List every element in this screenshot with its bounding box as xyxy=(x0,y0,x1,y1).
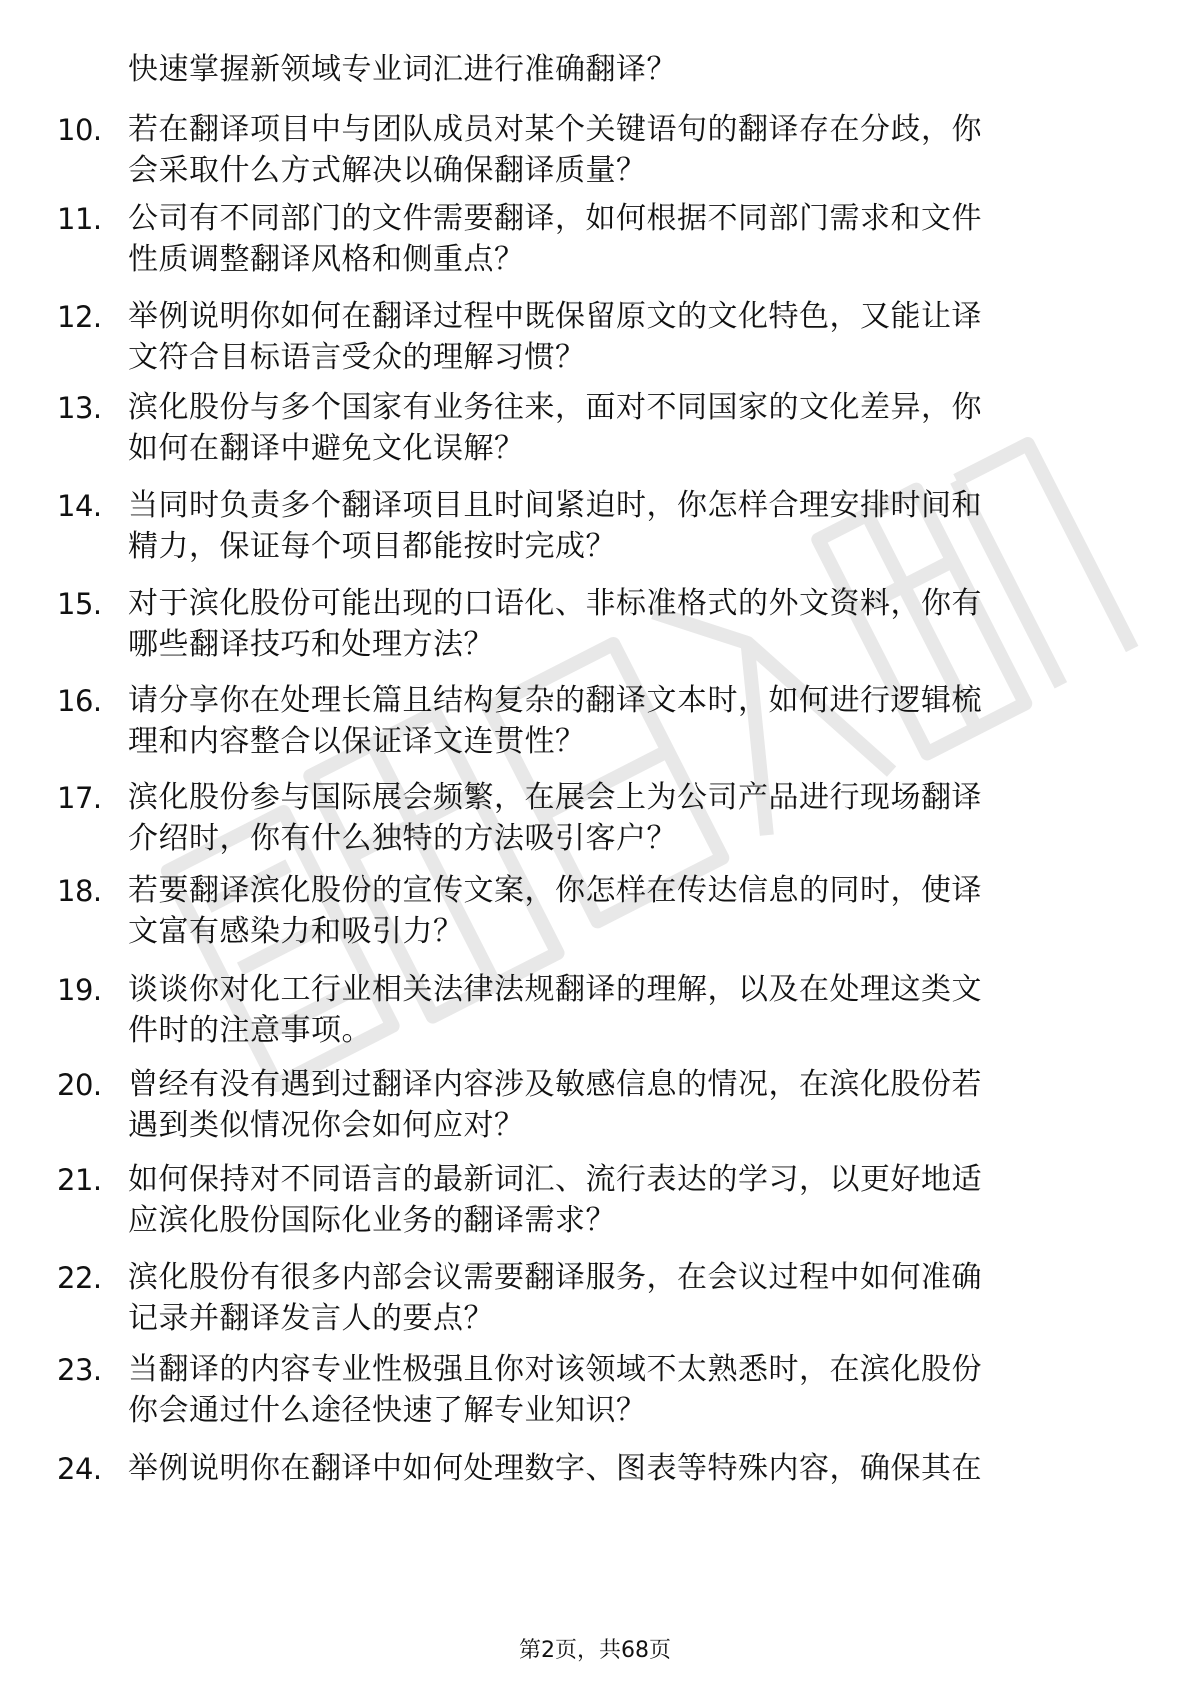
question-text-line-2: 精力，保证每个项目都能按时完成？ xyxy=(128,529,616,564)
question-text-line-1: 当翻译的内容专业性极强且你对该领域不太熟悉时，在滨化股份 xyxy=(128,1352,982,1387)
question-number: 18. xyxy=(57,874,102,908)
question-text-line-2: 应滨化股份国际化业务的翻译需求？ xyxy=(128,1203,616,1238)
question-text-line-2: 记录并翻译发言人的要点？ xyxy=(128,1301,494,1336)
question-text-line-2: 性质调整翻译风格和侧重点？ xyxy=(128,242,525,277)
question-text-line-1: 滨化股份有很多内部会议需要翻译服务，在会议过程中如何准确 xyxy=(128,1260,982,1295)
question-number: 15. xyxy=(57,587,102,621)
question-number: 11. xyxy=(57,202,102,236)
question-text-line-1: 公司有不同部门的文件需要翻译，如何根据不同部门需求和文件 xyxy=(128,201,982,236)
question-text-line-1: 若在翻译项目中与团队成员对某个关键语句的翻译存在分歧，你 xyxy=(128,112,982,147)
page-footer: 第2页，共68页 xyxy=(519,1638,671,1663)
question-number: 19. xyxy=(57,973,102,1007)
question-text-line-2: 哪些翻译技巧和处理方法？ xyxy=(128,627,494,662)
question-9-continuation: 快速掌握新领域专业词汇进行准确翻译？ xyxy=(128,52,677,87)
question-number: 22. xyxy=(57,1261,102,1295)
question-number: 23. xyxy=(57,1353,102,1387)
question-text-line-1: 谈谈你对化工行业相关法律法规翻译的理解，以及在处理这类文 xyxy=(128,972,982,1007)
question-text-line-1: 滨化股份与多个国家有业务往来，面对不同国家的文化差异，你 xyxy=(128,390,982,425)
question-text-line-2: 介绍时，你有什么独特的方法吸引客户？ xyxy=(128,821,677,856)
question-text-line-2: 文符合目标语言受众的理解习惯？ xyxy=(128,340,586,375)
question-text-line-1: 曾经有没有遇到过翻译内容涉及敏感信息的情况，在滨化股份若 xyxy=(128,1067,982,1102)
question-number: 12. xyxy=(57,300,102,334)
question-number: 10. xyxy=(57,113,102,147)
question-text-line-1: 如何保持对不同语言的最新词汇、流行表达的学习，以更好地适 xyxy=(128,1162,982,1197)
question-text-line-1: 若要翻译滨化股份的宣传文案，你怎样在传达信息的同时，使译 xyxy=(128,873,982,908)
question-text-line-2: 文富有感染力和吸引力？ xyxy=(128,914,464,949)
question-text-line-2: 你会通过什么途径快速了解专业知识？ xyxy=(128,1393,647,1428)
question-text-line-1: 滨化股份参与国际展会频繁，在展会上为公司产品进行现场翻译 xyxy=(128,780,982,815)
question-number: 17. xyxy=(57,781,102,815)
question-number: 14. xyxy=(57,489,102,523)
question-text-line-1: 举例说明你如何在翻译过程中既保留原文的文化特色，又能让译 xyxy=(128,299,982,334)
question-text-line-1: 请分享你在处理长篇且结构复杂的翻译文本时，如何进行逻辑梳 xyxy=(128,683,982,718)
question-text-line-2: 遇到类似情况你会如何应对？ xyxy=(128,1108,525,1143)
question-text-line-1: 对于滨化股份可能出现的口语化、非标准格式的外文资料，你有 xyxy=(128,586,982,621)
question-number: 20. xyxy=(57,1068,102,1102)
question-number: 21. xyxy=(57,1163,102,1197)
question-number: 24. xyxy=(57,1452,102,1486)
question-text-line-2: 件时的注意事项。 xyxy=(128,1013,372,1048)
question-text-line-2: 理和内容整合以保证译文连贯性？ xyxy=(128,724,586,759)
question-text-line-2: 会采取什么方式解决以确保翻译质量？ xyxy=(128,153,647,188)
question-text-line-1: 举例说明你在翻译中如何处理数字、图表等特殊内容，确保其在 xyxy=(128,1451,982,1486)
question-text-line-1: 当同时负责多个翻译项目且时间紧迫时，你怎样合理安排时间和 xyxy=(128,488,982,523)
question-number: 13. xyxy=(57,391,102,425)
question-number: 16. xyxy=(57,684,102,718)
question-text-line-2: 如何在翻译中避免文化误解？ xyxy=(128,431,525,466)
